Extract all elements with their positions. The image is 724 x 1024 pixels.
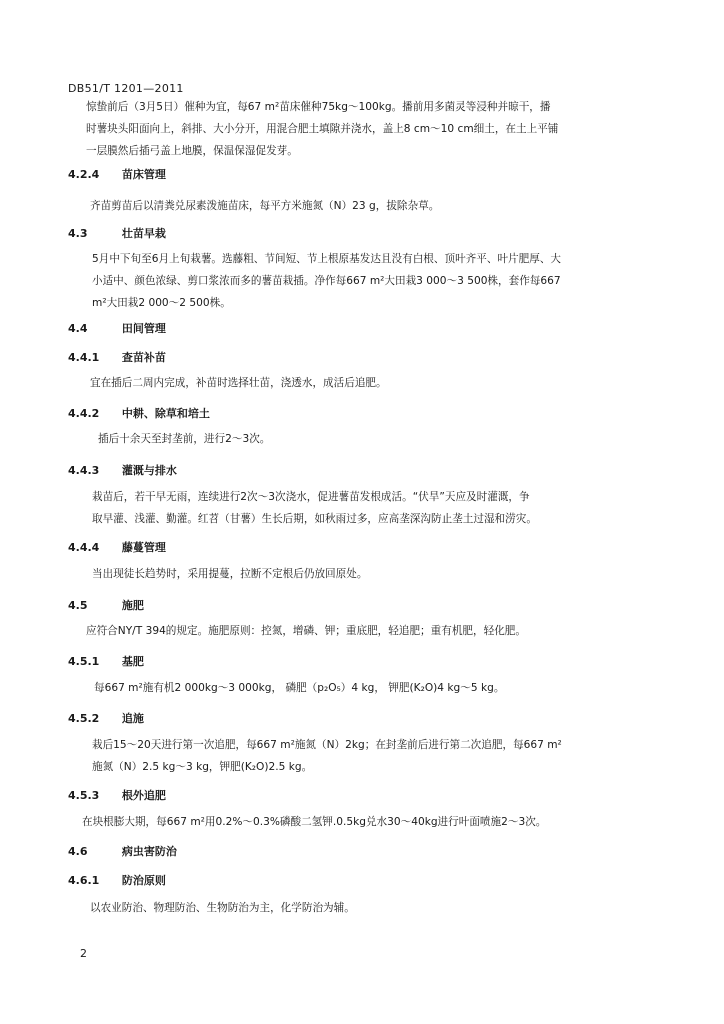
- paragraph-line: 小适中、颜色浓绿、剪口浆浓而多的薯苗栽插。净作每667 m²大田栽3 000～3 500株，套作每667: [92, 275, 561, 287]
- paragraph-line: 应符合NY/T 394的规定。施肥原则：控氮，增磷、钾；重底肥，轻追肥；重有机肥，轻化肥。: [86, 625, 526, 637]
- paragraph-line: 时薯块头阳面向上，斜排、大小分开，用混合肥土填隙并浇水，盖上8 cm～10 cm细土，在土上平铺: [86, 123, 559, 135]
- section-title: 灌溉与排水: [121, 464, 177, 477]
- section-title: 壮苗早栽: [121, 227, 166, 240]
- paragraph: [92, 734, 662, 778]
- section-heading: [68, 462, 177, 478]
- section-title: 查苗补苗: [121, 351, 166, 364]
- paragraph-line: 取早灌、浅灌、勤灌。红苕（甘薯）生长后期，如秋雨过多，应高垄深沟防止垄土过湿和涝灾。: [92, 513, 537, 525]
- section-title: 苗床管理: [121, 168, 166, 181]
- section-number: 4.4.1: [68, 351, 100, 364]
- section-number: 4.4.4: [68, 541, 100, 554]
- section-title: 防治原则: [121, 874, 166, 887]
- section-heading: [68, 320, 166, 336]
- paragraph-line: 宜在插后二周内完成，补苗时选择壮苗，浇透水，成活后追肥。: [90, 377, 387, 389]
- paragraph: [86, 563, 656, 585]
- paragraph-line: 惊蛰前后（3月5日）催种为宜，每67 m²苗床催种75kg～100kg。播前用多菌灵等浸种并晾干，播: [86, 101, 551, 113]
- section-heading: [68, 539, 166, 555]
- section-number: 4.3: [68, 227, 88, 240]
- section-title: 施肥: [121, 599, 144, 612]
- section-heading: [68, 225, 166, 241]
- section-number: 4.6: [68, 845, 88, 858]
- paragraph: [86, 195, 656, 217]
- paragraph-line: 在块根膨大期，每667 m²用0.2%～0.3%磷酸二氢钾.0.5kg兑水30～40kg进行叶面喷施2～3次。: [82, 816, 547, 828]
- paragraph-line: 插后十余天至封垄前，进行2～3次。: [98, 433, 271, 445]
- section-number: 4.6.1: [68, 874, 100, 887]
- section-heading: [68, 843, 177, 859]
- paragraph: [86, 372, 656, 394]
- paragraph-line: 当出现徒长趋势时，采用提蔓，拉断不定根后仍放回原处。: [92, 568, 368, 580]
- section-number: 4.4.2: [68, 407, 100, 420]
- section-heading: [68, 405, 210, 421]
- section-heading: [68, 597, 144, 613]
- section-number: 4.5.1: [68, 655, 100, 668]
- document-header: DB51/T 1201—2011: [68, 82, 184, 95]
- paragraph: [82, 811, 652, 833]
- section-heading: [68, 653, 144, 669]
- paragraph-line: 以农业防治、物理防治、生物防治为主，化学防治为辅。: [90, 902, 355, 914]
- paragraph: [86, 897, 656, 919]
- section-heading: [68, 349, 166, 365]
- paragraph-line: m²大田栽2 000～2 500株。: [92, 297, 231, 309]
- paragraph-line: 一层膜然后插弓盖上地膜，保温保湿促发芽。: [86, 145, 298, 157]
- paragraph: [86, 677, 656, 699]
- paragraph: [86, 620, 656, 642]
- section-number: 4.4: [68, 322, 88, 335]
- section-heading: [68, 710, 144, 726]
- section-number: 4.5.2: [68, 712, 100, 725]
- page-number: 2: [80, 947, 87, 960]
- section-heading: [68, 872, 166, 888]
- paragraph-line: 栽后15～20天进行第一次追肥，每667 m²施氮（N）2kg；在封垄前后进行第二次追肥，每667 m²: [92, 739, 562, 751]
- paragraph: [86, 428, 656, 450]
- section-title: 根外追肥: [121, 789, 166, 802]
- section-heading: [68, 166, 166, 182]
- paragraph: [86, 96, 656, 162]
- section-title: 田间管理: [121, 322, 166, 335]
- section-title: 追施: [121, 712, 144, 725]
- paragraph-line: 齐苗剪苗后以清粪兑尿素泼施苗床，每平方米施氮（N）23 g，拔除杂草。: [90, 200, 440, 212]
- paragraph-line: 施氮（N）2.5 kg～3 kg，钾肥(K₂O)2.5 kg。: [92, 761, 313, 773]
- section-title: 基肥: [121, 655, 144, 668]
- section-number: 4.5: [68, 599, 88, 612]
- section-title: 藤蔓管理: [121, 541, 166, 554]
- section-heading: [68, 787, 166, 803]
- section-title: 中耕、除草和培土: [121, 407, 210, 420]
- section-title: 病虫害防治: [121, 845, 177, 858]
- paragraph-line: 5月中下旬至6月上旬栽薯。选藤粗、节间短、节上根原基发达且没有白根、顶叶齐平、叶片肥厚、大: [92, 253, 562, 265]
- paragraph-line: 每667 m²施有机2 000kg～3 000kg， 磷肥（p₂O₅）4 kg， 钾肥(K₂O)4 kg～5 kg。: [94, 682, 505, 694]
- section-number: 4.5.3: [68, 789, 100, 802]
- paragraph: [92, 248, 662, 314]
- section-number: 4.2.4: [68, 168, 100, 181]
- paragraph-line: 栽苗后，若干早无雨，连续进行2次～3次浇水，促进薯苗发根成活。“伏旱”天应及时灌溉，争: [92, 491, 530, 503]
- section-number: 4.4.3: [68, 464, 100, 477]
- paragraph: [92, 486, 662, 530]
